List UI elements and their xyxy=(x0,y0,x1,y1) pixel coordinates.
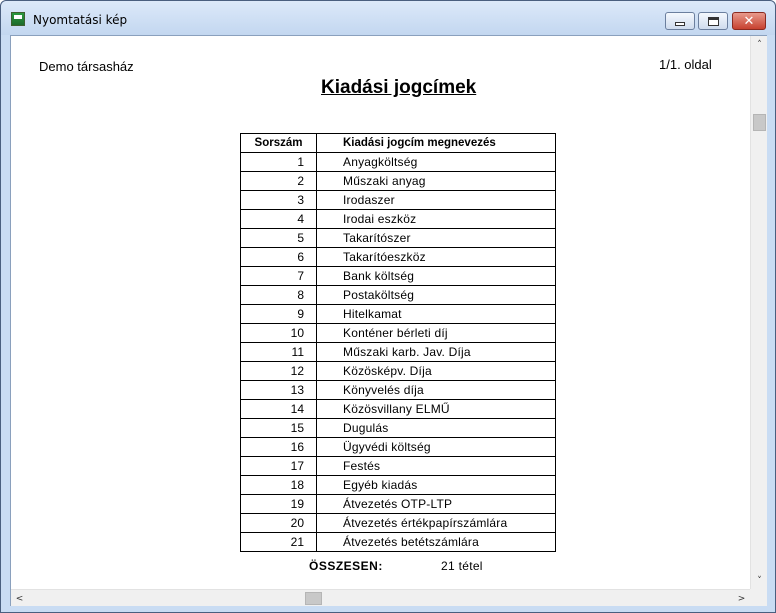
row-number-cell: 10 xyxy=(241,324,317,343)
table-row xyxy=(241,229,556,248)
table-row xyxy=(241,362,556,381)
minimize-icon xyxy=(675,22,685,26)
preview-area xyxy=(10,35,767,606)
horizontal-scrollbar[interactable] xyxy=(11,589,750,606)
table-header-row xyxy=(241,134,556,153)
vertical-scroll-thumb[interactable] xyxy=(753,114,766,131)
row-name-cell: Takarítóeszköz xyxy=(317,248,556,267)
row-name-cell: Postaköltség xyxy=(317,286,556,305)
row-name-cell: Műszaki karb. Jav. Díja xyxy=(317,343,556,362)
row-name-cell: Közösvillany ELMŰ xyxy=(317,400,556,419)
row-name-cell: Festés xyxy=(317,457,556,476)
row-number-cell: 19 xyxy=(241,495,317,514)
table-row xyxy=(241,381,556,400)
row-number-cell: 20 xyxy=(241,514,317,533)
row-name-cell: Műszaki anyag xyxy=(317,172,556,191)
total-value: 21 tétel xyxy=(441,559,483,573)
minimize-button[interactable] xyxy=(665,12,695,30)
row-number-cell: 18 xyxy=(241,476,317,495)
row-number-cell: 1 xyxy=(241,153,317,172)
row-number-cell: 8 xyxy=(241,286,317,305)
scrollbar-corner xyxy=(750,589,767,606)
row-name-cell: Bank költség xyxy=(317,267,556,286)
scroll-down-arrow-icon[interactable]: ˅ xyxy=(757,575,762,586)
title-bar[interactable] xyxy=(1,1,775,35)
table-row xyxy=(241,172,556,191)
row-number-cell: 21 xyxy=(241,533,317,552)
table-row xyxy=(241,248,556,267)
row-name-cell: Egyéb kiadás xyxy=(317,476,556,495)
expense-categories-table xyxy=(240,133,556,552)
maximize-button[interactable] xyxy=(698,12,728,30)
close-icon: ✕ xyxy=(743,13,755,29)
table-row xyxy=(241,210,556,229)
horizontal-scroll-thumb[interactable] xyxy=(305,592,322,605)
row-number-cell: 16 xyxy=(241,438,317,457)
table-row xyxy=(241,153,556,172)
row-number-cell: 13 xyxy=(241,381,317,400)
table-row xyxy=(241,476,556,495)
row-number-cell: 11 xyxy=(241,343,317,362)
row-name-cell: Átvezetés betétszámlára xyxy=(317,533,556,552)
row-name-cell: Irodai eszköz xyxy=(317,210,556,229)
row-number-cell: 5 xyxy=(241,229,317,248)
table-row xyxy=(241,495,556,514)
row-number-cell: 15 xyxy=(241,419,317,438)
table-row xyxy=(241,419,556,438)
row-name-cell: Anyagköltség xyxy=(317,153,556,172)
row-name-cell: Konténer bérleti díj xyxy=(317,324,556,343)
table-row xyxy=(241,324,556,343)
row-number-cell: 9 xyxy=(241,305,317,324)
table-row xyxy=(241,343,556,362)
window-title: Nyomtatási kép xyxy=(33,13,128,27)
row-name-cell: Dugulás xyxy=(317,419,556,438)
row-number-cell: 2 xyxy=(241,172,317,191)
row-name-cell: Hitelkamat xyxy=(317,305,556,324)
row-number-cell: 4 xyxy=(241,210,317,229)
row-name-cell: Ügyvédi költség xyxy=(317,438,556,457)
row-number-cell: 3 xyxy=(241,191,317,210)
table-row xyxy=(241,457,556,476)
table-row xyxy=(241,191,556,210)
table-row xyxy=(241,533,556,552)
row-name-cell: Takarítószer xyxy=(317,229,556,248)
table-row xyxy=(241,267,556,286)
row-number-cell: 14 xyxy=(241,400,317,419)
company-name: Demo társasház xyxy=(39,59,134,74)
report-title: Kiadási jogcímek xyxy=(321,77,477,98)
column-header-number: Sorszám xyxy=(241,134,317,153)
row-number-cell: 7 xyxy=(241,267,317,286)
scroll-up-arrow-icon[interactable]: ˄ xyxy=(757,39,762,50)
close-button[interactable] xyxy=(732,12,766,30)
page-indicator: 1/1. oldal xyxy=(659,57,712,72)
table-row xyxy=(241,305,556,324)
table-row xyxy=(241,514,556,533)
row-number-cell: 17 xyxy=(241,457,317,476)
report-app-icon xyxy=(11,12,25,26)
maximize-icon xyxy=(708,17,719,26)
row-number-cell: 6 xyxy=(241,248,317,267)
scroll-left-arrow-icon[interactable]: < xyxy=(15,593,24,604)
row-name-cell: Könyvelés díja xyxy=(317,381,556,400)
row-name-cell: Átvezetés OTP-LTP xyxy=(317,495,556,514)
row-number-cell: 12 xyxy=(241,362,317,381)
column-header-name: Kiadási jogcím megnevezés xyxy=(317,134,556,153)
row-name-cell: Közösképv. Díja xyxy=(317,362,556,381)
table-row xyxy=(241,438,556,457)
total-label: ÖSSZESEN: xyxy=(309,559,383,573)
row-name-cell: Átvezetés értékpapírszámlára xyxy=(317,514,556,533)
scroll-right-arrow-icon[interactable]: > xyxy=(737,593,746,604)
row-name-cell: Irodaszer xyxy=(317,191,556,210)
table-row xyxy=(241,400,556,419)
table-row xyxy=(241,286,556,305)
table-body xyxy=(241,153,556,552)
vertical-scrollbar[interactable] xyxy=(750,36,767,589)
